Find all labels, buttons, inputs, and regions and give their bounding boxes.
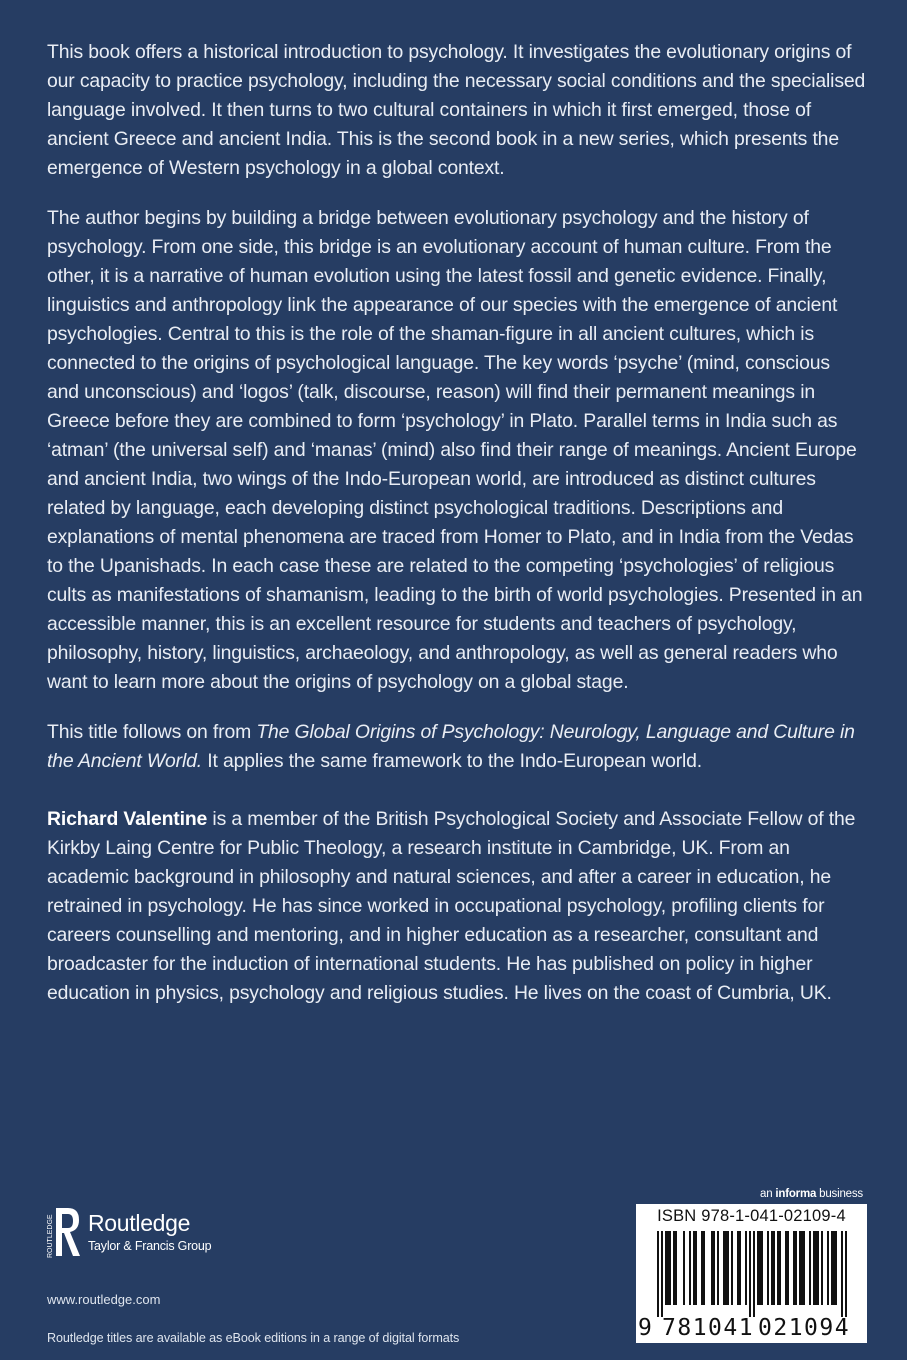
barcode-bar [745, 1231, 747, 1305]
logo-vertical-text: ROUTLEDGE [47, 1214, 54, 1258]
isbn-barcode [636, 1204, 867, 1343]
barcode-bar [787, 1231, 789, 1305]
barcode-bar [669, 1231, 671, 1305]
barcode-digits-left: 781041 [662, 1315, 755, 1341]
barcode-bar [803, 1231, 805, 1305]
barcode-bar [749, 1231, 751, 1317]
barcode-bar [739, 1231, 741, 1305]
ebook-note: Routledge titles are available as eBook editions in a range of digital formats [47, 1331, 460, 1345]
barcode-bar [711, 1231, 713, 1305]
barcode-bar [757, 1231, 759, 1305]
barcode-bar [693, 1231, 695, 1305]
barcode-bar [665, 1231, 667, 1305]
barcode-bar [773, 1231, 775, 1305]
publisher-group: Taylor & Francis Group [88, 1239, 212, 1253]
blurb-paragraph-1: This book offers a historical introduction to psychology. It investigates the evolutionary origins of our capacity to practice psychology, including the necessary social conditions and the specialised language involved. It then turns to two cultural containers in which it first emerged, those of ancient Greece and ancient India. This is the second book in a new series, which presents the emergence of Western psychology in a global context. [47, 41, 866, 179]
series-note-suffix: It applies the same framework to the Indo-European world. [202, 750, 703, 772]
barcode-bar [831, 1231, 833, 1305]
barcode-bar [795, 1231, 797, 1305]
barcode-bar [657, 1231, 659, 1317]
barcode-bar [713, 1231, 715, 1305]
barcode-bar [771, 1231, 773, 1305]
barcode-bar [731, 1231, 733, 1305]
barcode-bar [835, 1231, 837, 1305]
isbn-label: ISBN 978-1-041-02109-4 [657, 1207, 846, 1225]
barcode-bars [645, 1231, 858, 1319]
informa-brand: informa [775, 1188, 817, 1200]
barcode-bar [785, 1231, 787, 1305]
barcode-bar [727, 1231, 729, 1305]
author-bio [47, 805, 867, 1008]
barcode-bar [701, 1231, 703, 1305]
back-cover-blurb [47, 38, 867, 1029]
barcode-bar [689, 1231, 691, 1305]
barcode-bar [813, 1231, 815, 1305]
barcode-bar [779, 1231, 781, 1305]
barcode-bar [675, 1231, 677, 1305]
barcode-bar [753, 1231, 755, 1317]
blurb-paragraph-3 [47, 718, 867, 776]
barcode-bar [827, 1231, 829, 1305]
author-bio-text: is a member of the British Psychological Society and Associate Fellow of the Kirkby Laing Centre for Public Theology, a research institute in Cambridge, UK. From an academic background in philosophy and natural sciences, and after a career in education, he retrained in psychology. He has since worked in occupational psychology, profiling clients for careers counselling and mentoring, and in higher education as a researcher, consultant and broadcaster for the induction of international students. He has published on policy in higher education in physics, psychology and religious studies. He lives on the coast of Cumbria, UK. [47, 808, 856, 1004]
publisher-name: Routledge [88, 1210, 191, 1236]
barcode-bar [703, 1231, 705, 1305]
barcode-bar [759, 1231, 761, 1305]
barcode-bar [737, 1231, 739, 1305]
publisher-url[interactable]: www.routledge.com [47, 1292, 161, 1307]
barcode-bar [717, 1231, 719, 1305]
routledge-r-logo-icon [44, 1206, 84, 1258]
barcode-bar [683, 1231, 685, 1305]
informa-suffix: business [816, 1188, 863, 1200]
barcode-bar [809, 1231, 811, 1305]
barcode-bar [845, 1231, 847, 1317]
informa-prefix: an [760, 1188, 776, 1200]
routledge-logo [44, 1206, 264, 1258]
barcode-bar [723, 1231, 725, 1305]
barcode-bar [673, 1231, 675, 1305]
barcode-bar [817, 1231, 819, 1305]
barcode-bar [767, 1231, 769, 1305]
barcode-bar [815, 1231, 817, 1305]
informa-business-tag [760, 1188, 863, 1200]
barcode-bar [661, 1231, 663, 1317]
author-name: Richard Valentine [47, 808, 208, 830]
series-note-prefix: This title follows on from [47, 721, 257, 743]
blurb-paragraph-2: The author begins by building a bridge between evolutionary psychology and the history of psychology. From one side, this bridge is an evolutionary account of human culture. From the other, it is a narrative of human evolution using the latest fossil and genetic evidence. Finally, linguistics and anthropology link the appearance of our species with the emergence of ancient psychologies. Central to this is the role of the shaman-figure in all ancient cultures, which is connected to the origins of psychological language. The key words ‘psyche’ (mind, conscious and unconscious) and ‘logos’ (talk, discourse, reason) will find their permanent meanings in Greece before they are combined to form ‘psychology’ in Plato. Parallel terms in India such as ‘atman’ (the universal self) and ‘manas’ (mind) also find their range of meanings. Ancient Europe and ancient India, two wings of the Indo-European world, are introduced as distinct cultures related by language, each developing distinct psychological traditions. Descriptions and explanations of mental phenomena are traced from Homer to Plato, and in India from the Vedas to the Upanishads. In each case these are related to the competing ‘psychologies’ of religious cults as manifestations of shamanism, leading to the birth of world psychologies. Presented in an accessible manner, this is an excellent resource for students and teachers of psychology, philosophy, history, linguistics, archaeology, and anthropology, as well as general readers who want to learn more about the origins of psychology on a global stage. [47, 207, 863, 693]
barcode-bar [667, 1231, 669, 1305]
barcode-bar [801, 1231, 803, 1305]
barcode-bar [725, 1231, 727, 1305]
barcode-digit-first: 9 [638, 1315, 652, 1341]
barcode-bar [777, 1231, 779, 1305]
barcode-bar [841, 1231, 843, 1317]
barcode-bar [761, 1231, 763, 1305]
barcode-bar [821, 1231, 823, 1305]
barcode-bar [833, 1231, 835, 1305]
barcode-bar [695, 1231, 697, 1305]
barcode-digits-right: 021094 [758, 1315, 851, 1341]
barcode-bar [799, 1231, 801, 1305]
barcode-bar [793, 1231, 795, 1305]
previous-title: The Global Origins of Psychology: Neurology, Language and Culture in the Ancient World. [47, 721, 855, 772]
